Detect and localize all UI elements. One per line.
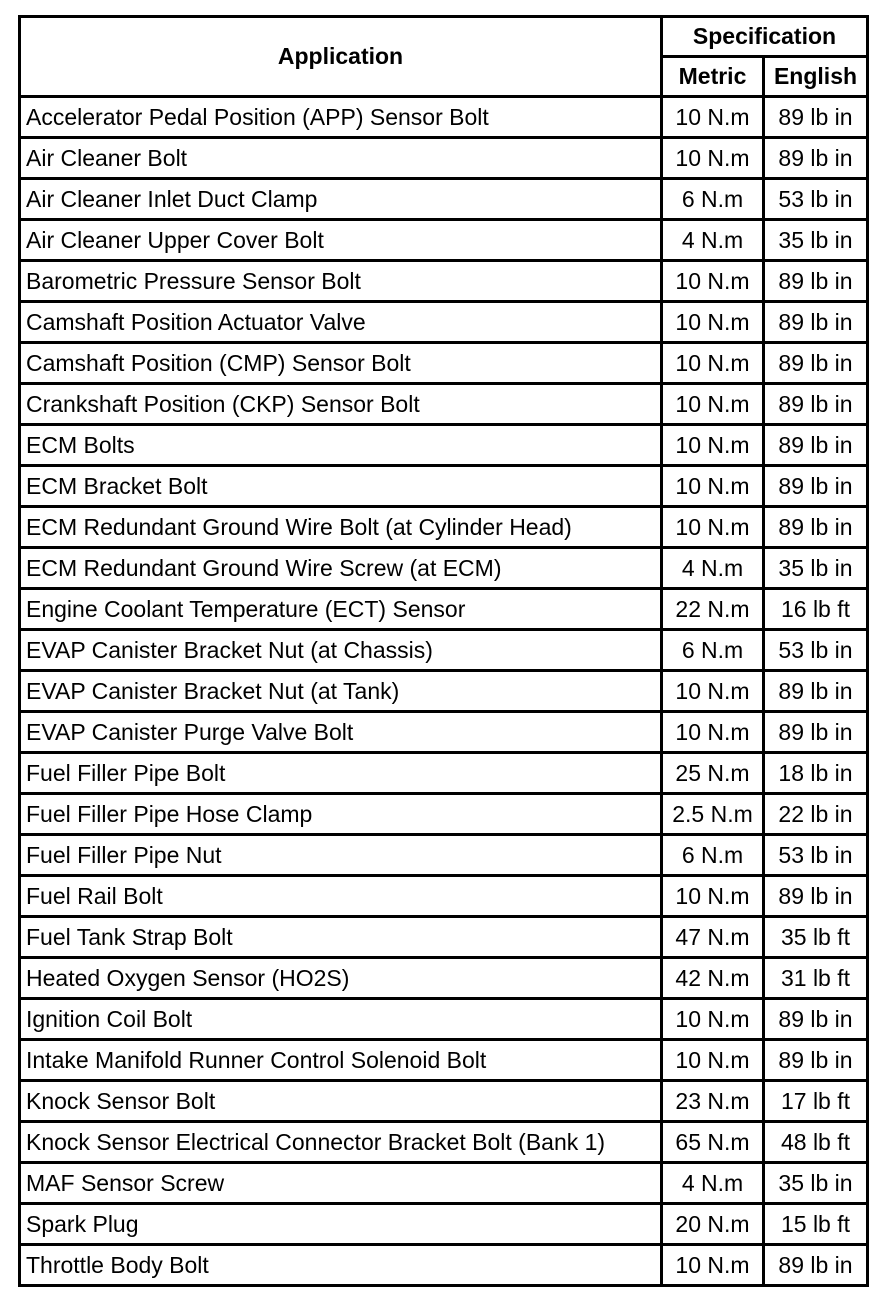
english-cell: 89 lb in — [764, 302, 868, 343]
application-cell: Air Cleaner Bolt — [20, 138, 662, 179]
application-cell: Fuel Tank Strap Bolt — [20, 917, 662, 958]
table-row — [20, 302, 868, 343]
metric-cell: 4 N.m — [662, 220, 764, 261]
metric-cell: 10 N.m — [662, 97, 764, 138]
english-cell: 89 lb in — [764, 1245, 868, 1286]
metric-cell: 4 N.m — [662, 1163, 764, 1204]
english-cell: 35 lb ft — [764, 917, 868, 958]
table-row — [20, 384, 868, 425]
english-cell: 89 lb in — [764, 507, 868, 548]
metric-cell: 10 N.m — [662, 712, 764, 753]
metric-cell: 10 N.m — [662, 999, 764, 1040]
table-row — [20, 917, 868, 958]
application-cell: ECM Redundant Ground Wire Screw (at ECM) — [20, 548, 662, 589]
metric-cell: 6 N.m — [662, 179, 764, 220]
application-cell: Spark Plug — [20, 1204, 662, 1245]
table-row — [20, 138, 868, 179]
table-row — [20, 589, 868, 630]
table-row — [20, 261, 868, 302]
application-cell: Air Cleaner Inlet Duct Clamp — [20, 179, 662, 220]
english-cell: 89 lb in — [764, 384, 868, 425]
metric-cell: 10 N.m — [662, 302, 764, 343]
specification-header: Specification — [662, 17, 868, 57]
table-row — [20, 179, 868, 220]
english-cell: 31 lb ft — [764, 958, 868, 999]
application-cell: EVAP Canister Bracket Nut (at Chassis) — [20, 630, 662, 671]
metric-cell: 10 N.m — [662, 138, 764, 179]
table-row — [20, 794, 868, 835]
metric-cell: 4 N.m — [662, 548, 764, 589]
english-header: English — [764, 57, 868, 97]
table-row — [20, 1081, 868, 1122]
metric-cell: 10 N.m — [662, 466, 764, 507]
metric-header: Metric — [662, 57, 764, 97]
english-cell: 89 lb in — [764, 876, 868, 917]
application-cell: Barometric Pressure Sensor Bolt — [20, 261, 662, 302]
english-cell: 48 lb ft — [764, 1122, 868, 1163]
application-header: Application — [20, 17, 662, 97]
metric-cell: 10 N.m — [662, 1245, 764, 1286]
english-cell: 89 lb in — [764, 1040, 868, 1081]
english-cell: 89 lb in — [764, 261, 868, 302]
table-row — [20, 876, 868, 917]
metric-cell: 20 N.m — [662, 1204, 764, 1245]
table-row — [20, 1163, 868, 1204]
english-cell: 89 lb in — [764, 999, 868, 1040]
application-cell: Fuel Rail Bolt — [20, 876, 662, 917]
table-row — [20, 712, 868, 753]
application-cell: Throttle Body Bolt — [20, 1245, 662, 1286]
metric-cell: 42 N.m — [662, 958, 764, 999]
table-row — [20, 671, 868, 712]
metric-cell: 6 N.m — [662, 630, 764, 671]
table-row — [20, 630, 868, 671]
table-row — [20, 466, 868, 507]
application-cell: Camshaft Position Actuator Valve — [20, 302, 662, 343]
application-cell: EVAP Canister Purge Valve Bolt — [20, 712, 662, 753]
table-row — [20, 1204, 868, 1245]
application-cell: Knock Sensor Electrical Connector Bracket Bolt (Bank 1) — [20, 1122, 662, 1163]
application-cell: Fuel Filler Pipe Nut — [20, 835, 662, 876]
application-cell: Air Cleaner Upper Cover Bolt — [20, 220, 662, 261]
table-header — [20, 17, 868, 97]
metric-cell: 65 N.m — [662, 1122, 764, 1163]
english-cell: 53 lb in — [764, 179, 868, 220]
metric-cell: 22 N.m — [662, 589, 764, 630]
application-cell: MAF Sensor Screw — [20, 1163, 662, 1204]
application-cell: ECM Bracket Bolt — [20, 466, 662, 507]
application-cell: Fuel Filler Pipe Bolt — [20, 753, 662, 794]
torque-spec-table — [18, 15, 869, 1287]
english-cell: 89 lb in — [764, 712, 868, 753]
metric-cell: 25 N.m — [662, 753, 764, 794]
metric-cell: 10 N.m — [662, 343, 764, 384]
english-cell: 89 lb in — [764, 138, 868, 179]
english-cell: 89 lb in — [764, 671, 868, 712]
metric-cell: 2.5 N.m — [662, 794, 764, 835]
table-row — [20, 999, 868, 1040]
english-cell: 22 lb in — [764, 794, 868, 835]
application-cell: Knock Sensor Bolt — [20, 1081, 662, 1122]
table-row — [20, 343, 868, 384]
table-row — [20, 835, 868, 876]
metric-cell: 10 N.m — [662, 671, 764, 712]
table-row — [20, 425, 868, 466]
metric-cell: 10 N.m — [662, 1040, 764, 1081]
english-cell: 16 lb ft — [764, 589, 868, 630]
metric-cell: 10 N.m — [662, 425, 764, 466]
metric-cell: 10 N.m — [662, 384, 764, 425]
metric-cell: 10 N.m — [662, 876, 764, 917]
english-cell: 15 lb ft — [764, 1204, 868, 1245]
english-cell: 35 lb in — [764, 220, 868, 261]
english-cell: 35 lb in — [764, 548, 868, 589]
application-cell: Fuel Filler Pipe Hose Clamp — [20, 794, 662, 835]
metric-cell: 10 N.m — [662, 261, 764, 302]
table-row — [20, 958, 868, 999]
application-cell: Heated Oxygen Sensor (HO2S) — [20, 958, 662, 999]
english-cell: 35 lb in — [764, 1163, 868, 1204]
english-cell: 53 lb in — [764, 835, 868, 876]
metric-cell: 6 N.m — [662, 835, 764, 876]
application-cell: ECM Bolts — [20, 425, 662, 466]
english-cell: 17 lb ft — [764, 1081, 868, 1122]
application-cell: ECM Redundant Ground Wire Bolt (at Cylinder Head) — [20, 507, 662, 548]
english-cell: 53 lb in — [764, 630, 868, 671]
application-cell: Engine Coolant Temperature (ECT) Sensor — [20, 589, 662, 630]
table-body — [20, 97, 868, 1286]
metric-cell: 47 N.m — [662, 917, 764, 958]
english-cell: 89 lb in — [764, 425, 868, 466]
table-row — [20, 220, 868, 261]
table-row — [20, 753, 868, 794]
english-cell: 89 lb in — [764, 466, 868, 507]
application-cell: EVAP Canister Bracket Nut (at Tank) — [20, 671, 662, 712]
header-row-top — [20, 17, 868, 57]
table-row — [20, 1245, 868, 1286]
table-row — [20, 507, 868, 548]
table-row — [20, 1122, 868, 1163]
table-row — [20, 548, 868, 589]
application-cell: Crankshaft Position (CKP) Sensor Bolt — [20, 384, 662, 425]
english-cell: 89 lb in — [764, 343, 868, 384]
application-cell: Camshaft Position (CMP) Sensor Bolt — [20, 343, 662, 384]
table-row — [20, 97, 868, 138]
table-row — [20, 1040, 868, 1081]
application-cell: Accelerator Pedal Position (APP) Sensor Bolt — [20, 97, 662, 138]
application-cell: Intake Manifold Runner Control Solenoid Bolt — [20, 1040, 662, 1081]
application-cell: Ignition Coil Bolt — [20, 999, 662, 1040]
metric-cell: 10 N.m — [662, 507, 764, 548]
metric-cell: 23 N.m — [662, 1081, 764, 1122]
english-cell: 89 lb in — [764, 97, 868, 138]
english-cell: 18 lb in — [764, 753, 868, 794]
